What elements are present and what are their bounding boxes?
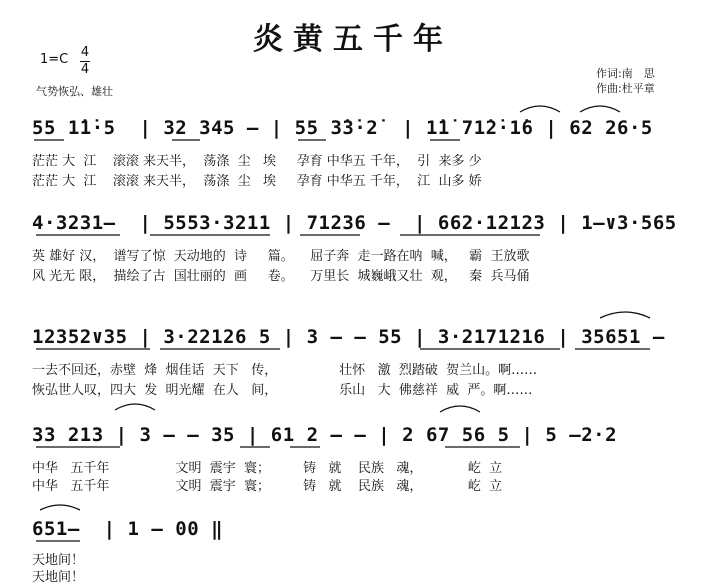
lyric-line-1-verse-2: 茫茫 大 江 滚滚 来天半， 荡涤 尘 埃 孕育 中华五 千年， 江 山多 娇 <box>32 174 482 189</box>
notation-line-5: 651– | 1 – 00 ‖ <box>32 518 224 540</box>
lyric-line-5-verse-2: 天地间！ <box>32 570 85 585</box>
lyric-line-5-verse-1: 天地间！ <box>32 553 85 568</box>
credits <box>596 66 655 96</box>
time-signature-bottom: 4 <box>80 62 90 77</box>
lyric-line-1-verse-1: 茫茫 大 江 滚滚 来天半， 荡涤 尘 埃 孕育 中华五 千年， 引 来多 少 <box>32 154 482 169</box>
notation-line-2: 4·3231– | 5553·3211 | 71236 – | 662·12123 | 1–∨3·565 <box>32 212 677 234</box>
notation-line-4: 33 213 | 3 – – 35 | 61 2 – – | 2 67 56 5 | 5 –2·2 <box>32 424 618 446</box>
lyric-line-4-verse-1: 中华 五千年 文明 震宇 寰； 铸 就 民族 魂， 屹 立 <box>32 461 503 476</box>
lyric-line-2-verse-2: 风 光无 限， 描绘了古 国壮丽的 画 卷。 万里长 城巍峨又壮 观， 秦 兵马俑 <box>32 269 530 284</box>
composer: 作曲:杜平章 <box>596 82 655 95</box>
slur-mark <box>40 505 80 510</box>
slur-mark <box>600 312 650 318</box>
notation-line-1: 55 1̇1̇·5 | 32 345 – | 55 3̇3̇·2̇ | 1̇1̇ 71̇2̇·1̇6 | 62 26·5 <box>32 117 653 139</box>
lyric-line-3-verse-2: 恢弘世人叹，四大 发 明光耀 在人 间， 乐山 大 佛慈祥 威 严。啊…… <box>32 383 533 398</box>
time-signature <box>80 46 90 77</box>
key-signature: 1=C <box>40 52 69 67</box>
lyric-line-2-verse-1: 英 雄好 汉， 谱写了惊 天动地的 诗 篇。 屈子奔 走一路在呐 喊， 霸 王放歌 <box>32 249 530 264</box>
lyricist: 作词:南 思 <box>596 67 655 80</box>
notation-line-3: 12352∨35 | 3·22126 5 | 3 – – 55 | 3·2171216 | 35651 – <box>32 326 665 348</box>
lyric-line-3-verse-1: 一去不回还，赤壁 烽 烟佳话 天下 传， 壮怀 激 烈踏破 贺兰山。啊…… <box>32 363 538 378</box>
lyric-line-4-verse-2: 中华 五千年 文明 震宇 寰； 铸 就 民族 魂， 屹 立 <box>32 479 503 494</box>
time-signature-top: 4 <box>80 45 90 60</box>
slur-mark <box>440 406 480 412</box>
slur-mark <box>115 404 155 410</box>
slur-mark <box>580 106 620 112</box>
tempo-mood: 气势恢弘、雄壮 <box>36 85 113 98</box>
song-title: 炎黄五千年 <box>253 22 453 57</box>
slur-mark <box>520 106 560 112</box>
